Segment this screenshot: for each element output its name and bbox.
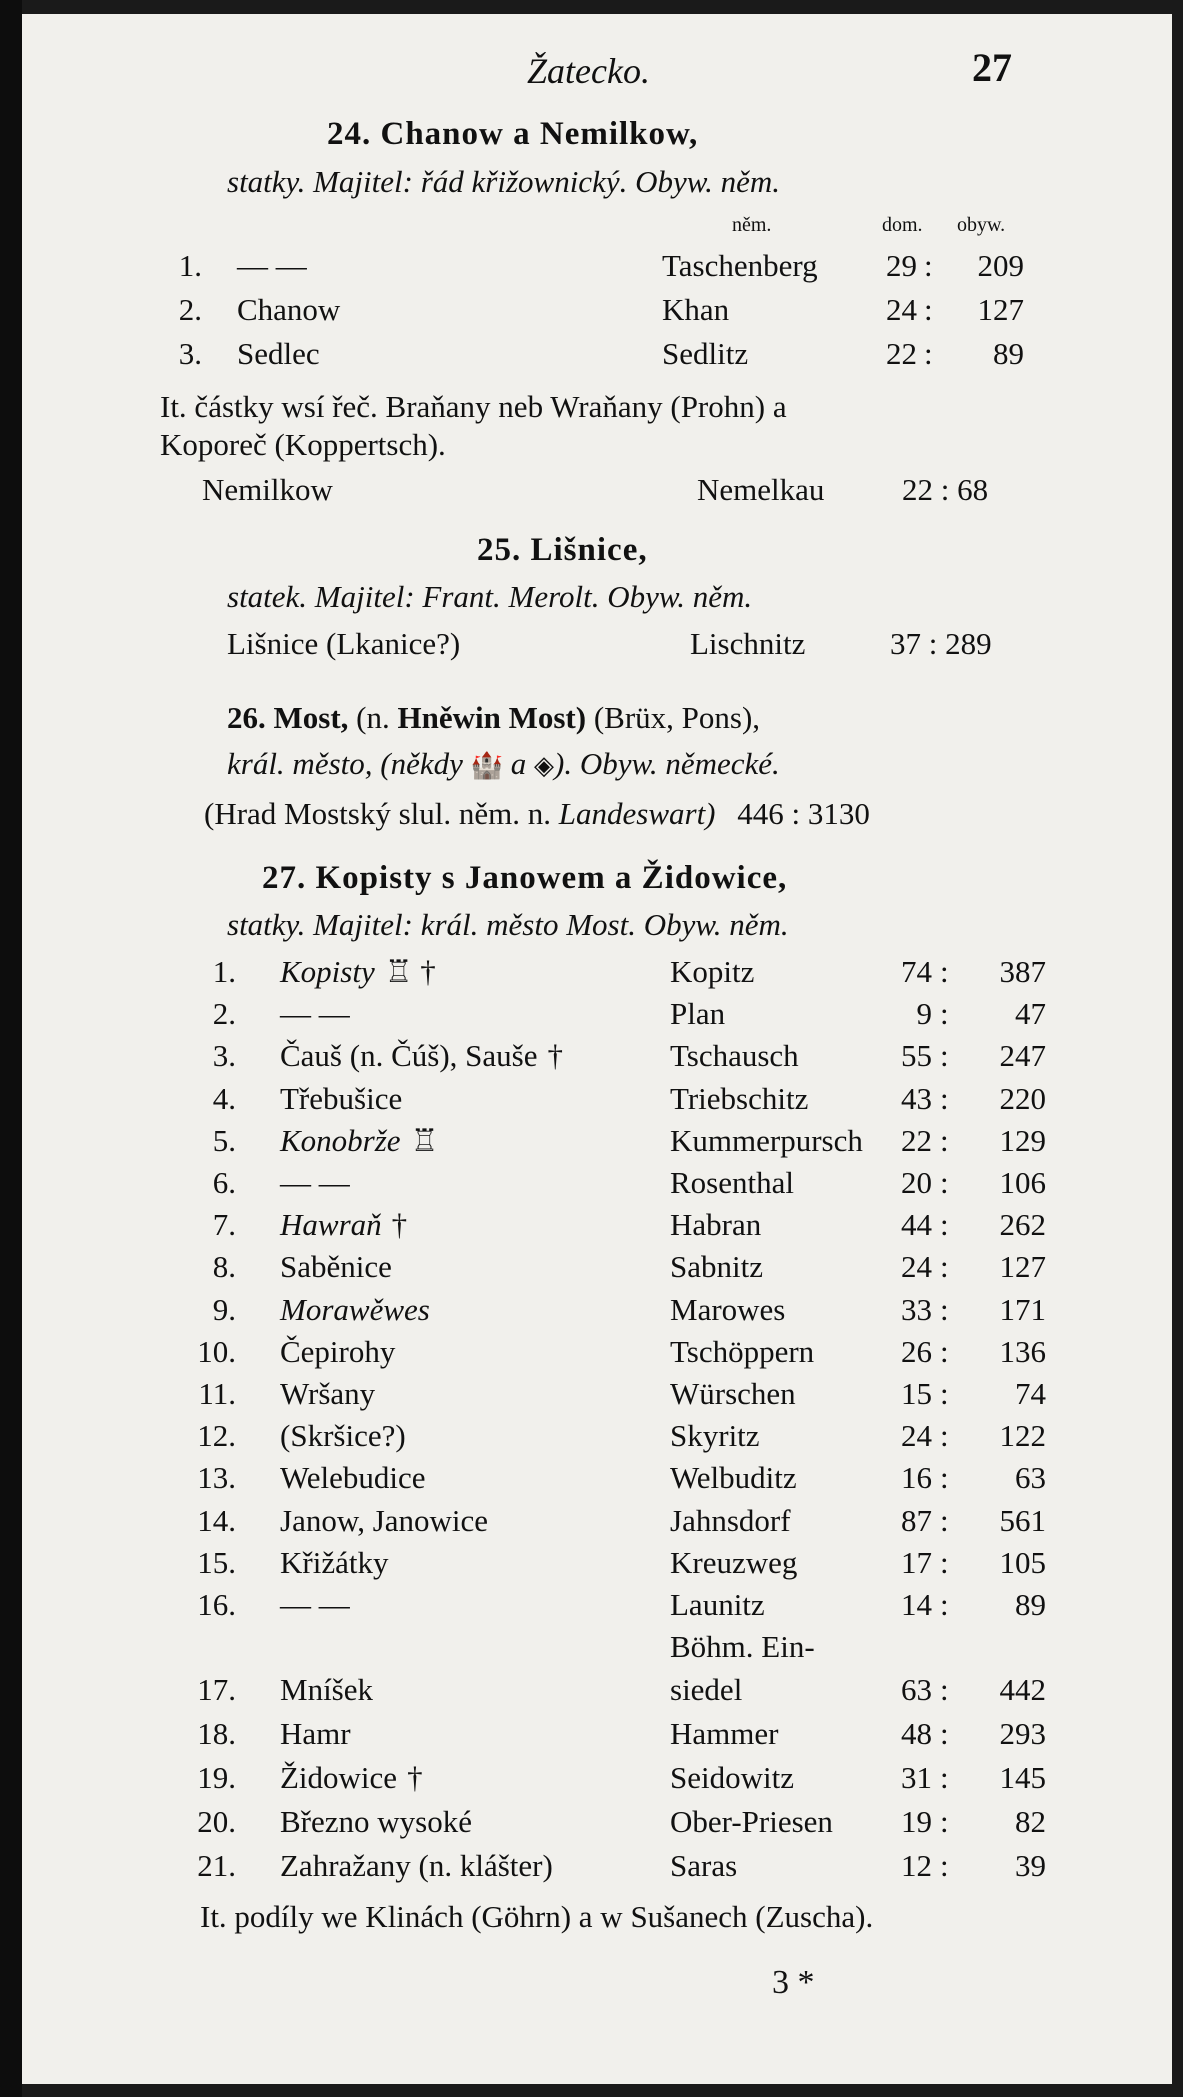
house-count: 9 bbox=[916, 996, 932, 1032]
german-name: Marowes bbox=[670, 1291, 786, 1327]
czech-name-text: Mníšek bbox=[280, 1672, 373, 1707]
inhabitant-count: 145 bbox=[999, 1760, 1046, 1795]
section-24-extra-german: Nemelkau bbox=[697, 472, 825, 507]
czech-name-text: Třebušice bbox=[280, 1080, 403, 1116]
separator: : bbox=[940, 1165, 949, 1200]
section-27-row bbox=[22, 1038, 1172, 1078]
separator: : bbox=[940, 1502, 949, 1538]
house-count: 33 bbox=[901, 1291, 932, 1327]
house-count: 24 bbox=[886, 292, 917, 327]
inhabitant-count: 561 bbox=[999, 1502, 1046, 1538]
czech-name bbox=[280, 1503, 488, 1539]
row-number: 1. bbox=[212, 954, 236, 989]
house-count: 24 bbox=[901, 1249, 932, 1285]
house-count: 31 bbox=[901, 1760, 932, 1795]
czech-name bbox=[280, 1376, 375, 1412]
house-count: 22 bbox=[901, 1122, 932, 1158]
inhabitant-count: 63 bbox=[1015, 1460, 1046, 1496]
german-name: Würschen bbox=[670, 1376, 796, 1411]
czech-name bbox=[280, 1081, 402, 1117]
czech-name-text: (Skršice?) bbox=[280, 1418, 406, 1454]
section-25-row-czech: Lišnice (Lkanice?) bbox=[227, 626, 461, 661]
czech-name bbox=[280, 996, 350, 1032]
inhabitant-count: 47 bbox=[1015, 996, 1046, 1032]
german-name: Plan bbox=[670, 996, 726, 1032]
mint-icon: ◈ bbox=[534, 751, 554, 780]
german-name: Rosenthal bbox=[670, 1165, 794, 1200]
house-count: 63 bbox=[901, 1672, 932, 1707]
house-count: 43 bbox=[901, 1080, 932, 1116]
separator: : bbox=[940, 1716, 949, 1751]
house-count: 26 bbox=[901, 1333, 932, 1369]
german-name: Sabnitz bbox=[670, 1249, 763, 1285]
section-26-heading-latin: (Brüx, Pons), bbox=[593, 700, 761, 735]
running-head bbox=[22, 44, 1172, 104]
german-name: Triebschitz bbox=[670, 1080, 809, 1116]
inhabitant-count: 262 bbox=[999, 1207, 1046, 1243]
separator: : bbox=[940, 996, 949, 1032]
row-number: 19. bbox=[197, 1760, 236, 1795]
separator: : bbox=[924, 336, 933, 371]
inhabitant-count: 129 bbox=[999, 1122, 1046, 1158]
separator: : bbox=[940, 1080, 949, 1116]
signature-mark: 3 * bbox=[772, 1964, 815, 2001]
running-head-title: Žatecko. bbox=[527, 51, 650, 91]
section-26-sub-part-3: ). Obyw. německé. bbox=[554, 746, 780, 781]
czech-name bbox=[280, 1545, 388, 1581]
section-26-subheading bbox=[227, 746, 780, 782]
house-count: 48 bbox=[901, 1716, 932, 1751]
czech-name-text: — — bbox=[280, 996, 350, 1032]
czech-name-text: Zahražany (n. klášter) bbox=[280, 1848, 553, 1883]
czech-name bbox=[280, 1587, 350, 1623]
row-number: 2. bbox=[178, 292, 202, 327]
czech-name bbox=[280, 1207, 407, 1243]
czech-name bbox=[280, 1460, 426, 1496]
map-symbol-icon: † bbox=[547, 1038, 563, 1074]
czech-name bbox=[280, 1848, 553, 1884]
german-name: Taschenberg bbox=[662, 248, 818, 283]
row-number: 9. bbox=[212, 1291, 236, 1327]
section-27-row bbox=[22, 954, 1172, 994]
row-number: 7. bbox=[212, 1207, 236, 1243]
section-27-row bbox=[22, 1848, 1172, 1888]
czech-name bbox=[280, 1249, 392, 1285]
czech-name bbox=[237, 248, 307, 284]
house-count: 20 bbox=[901, 1165, 932, 1200]
section-27-row bbox=[22, 1292, 1172, 1332]
section-27-row bbox=[22, 1460, 1172, 1500]
czech-name bbox=[280, 1292, 430, 1328]
german-name: Khan bbox=[662, 292, 730, 327]
inhabitant-count: 105 bbox=[999, 1544, 1046, 1580]
separator: : bbox=[940, 1848, 949, 1883]
row-number: 4. bbox=[212, 1080, 236, 1116]
row-number: 11. bbox=[198, 1376, 236, 1411]
section-26-sub-part-1: král. město, (někdy bbox=[227, 746, 463, 781]
section-26-heading-title: 26. Most, bbox=[227, 700, 349, 735]
czech-name-text: Křižátky bbox=[280, 1544, 389, 1580]
inhabitant-count: 106 bbox=[999, 1165, 1046, 1200]
czech-name-text: Konobrže bbox=[280, 1122, 401, 1158]
column-header-houses: dom. bbox=[882, 214, 923, 236]
separator: : bbox=[940, 1418, 949, 1454]
german-name: Sedlitz bbox=[662, 336, 749, 371]
row-number: 21. bbox=[197, 1848, 236, 1883]
separator: : bbox=[940, 1672, 949, 1707]
map-symbol-icon: † bbox=[391, 1207, 408, 1243]
german-name: Tschausch bbox=[670, 1038, 799, 1074]
german-name: Jahnsdorf bbox=[670, 1502, 791, 1538]
german-name: Kopitz bbox=[670, 954, 755, 989]
section-24-note-line-2: Koporeč (Koppertsch). bbox=[160, 427, 446, 462]
row-number: 15. bbox=[197, 1544, 236, 1580]
separator: : bbox=[924, 292, 933, 327]
czech-name-text: — — bbox=[280, 1587, 350, 1622]
house-count: 87 bbox=[901, 1502, 932, 1538]
czech-name-text: Saběnice bbox=[280, 1249, 392, 1285]
row-number: 10. bbox=[197, 1333, 236, 1369]
czech-name-text: — — bbox=[237, 248, 307, 283]
row-number: 1. bbox=[178, 248, 202, 283]
section-26-heading bbox=[227, 700, 760, 736]
separator: : bbox=[940, 1249, 949, 1285]
row-number: 13. bbox=[197, 1460, 236, 1496]
section-24-row bbox=[22, 248, 1172, 288]
separator: : bbox=[940, 1038, 949, 1074]
row-17-german-line-1: Böhm. Ein- bbox=[670, 1629, 815, 1664]
house-count: 22 bbox=[886, 336, 917, 371]
house-count: 14 bbox=[901, 1587, 932, 1622]
czech-name bbox=[280, 1760, 423, 1796]
inhabitant-count: 89 bbox=[993, 336, 1024, 371]
german-name: Seidowitz bbox=[670, 1760, 794, 1795]
section-25-row-german: Lischnitz bbox=[690, 626, 806, 661]
czech-name-text: Čepirohy bbox=[280, 1333, 396, 1369]
section-27-row bbox=[22, 1503, 1172, 1543]
row-number: 17. bbox=[197, 1672, 236, 1707]
czech-name-text: Sedlec bbox=[237, 336, 320, 371]
czech-name bbox=[280, 954, 436, 990]
separator: : bbox=[940, 1207, 949, 1243]
row-number: 2. bbox=[212, 996, 236, 1032]
section-27-row bbox=[22, 1587, 1172, 1627]
separator: : bbox=[940, 1291, 949, 1327]
czech-name-text: Kopisty bbox=[280, 954, 375, 989]
section-24-row bbox=[22, 336, 1172, 376]
inhabitant-count: 387 bbox=[999, 954, 1046, 989]
czech-name-text: Morawěwes bbox=[280, 1291, 430, 1327]
book-spine-shadow bbox=[0, 0, 22, 2097]
inhabitant-count: 442 bbox=[999, 1672, 1046, 1707]
row-number: 16. bbox=[197, 1587, 236, 1622]
separator: : bbox=[940, 954, 949, 989]
section-27-row bbox=[22, 1716, 1172, 1756]
section-24-extra-value: 22 : 68 bbox=[902, 472, 989, 507]
german-name: Habran bbox=[670, 1207, 762, 1243]
section-26-heading-alt: Hněwin Most) bbox=[397, 700, 587, 735]
section-27-note: It. podíly we Klinách (Göhrn) a w Sušanech (Zuscha). bbox=[200, 1899, 874, 1934]
section-26-castle-line bbox=[204, 796, 870, 832]
czech-name bbox=[280, 1038, 563, 1074]
czech-name-text: — — bbox=[280, 1165, 350, 1200]
house-count: 15 bbox=[901, 1376, 932, 1411]
czech-name bbox=[237, 292, 340, 328]
czech-name bbox=[237, 336, 320, 372]
separator: : bbox=[940, 1587, 949, 1622]
castle-icon: 🏰 bbox=[470, 751, 503, 780]
czech-name bbox=[280, 1716, 351, 1752]
section-27-row bbox=[22, 1207, 1172, 1247]
czech-name-text: Chanow bbox=[237, 292, 341, 327]
german-name: Ober-Priesen bbox=[670, 1804, 833, 1839]
row-number: 3. bbox=[212, 1038, 236, 1074]
separator: : bbox=[940, 1760, 949, 1795]
inhabitant-count: 171 bbox=[999, 1291, 1046, 1327]
house-count: 44 bbox=[901, 1207, 932, 1243]
section-26-castle-german: Landeswart) bbox=[558, 796, 716, 831]
section-24-heading: 24. Chanow a Nemilkow, bbox=[327, 116, 699, 152]
section-26-heading-prefix: (n. bbox=[356, 700, 390, 735]
house-count: 16 bbox=[901, 1460, 932, 1496]
row-number: 3. bbox=[178, 336, 202, 371]
czech-name-text: Březno wysoké bbox=[280, 1804, 472, 1839]
separator: : bbox=[940, 1544, 949, 1580]
section-27-subheading: statky. Majitel: král. město Most. Obyw. něm. bbox=[227, 907, 789, 942]
inhabitant-count: 136 bbox=[999, 1333, 1046, 1369]
inhabitant-count: 127 bbox=[977, 292, 1024, 327]
section-25-subheading: statek. Majitel: Frant. Merolt. Obyw. něm. bbox=[227, 579, 753, 614]
german-name: Saras bbox=[670, 1848, 738, 1883]
german-name: Kreuzweg bbox=[670, 1544, 798, 1580]
row-number: 14. bbox=[197, 1502, 236, 1538]
map-symbol-icon: ♖ bbox=[410, 1122, 439, 1158]
section-27-row bbox=[22, 1334, 1172, 1374]
inhabitant-count: 74 bbox=[1015, 1376, 1046, 1411]
german-name: siedel bbox=[670, 1672, 743, 1707]
german-name: Hammer bbox=[670, 1716, 779, 1751]
separator: : bbox=[940, 1376, 949, 1411]
czech-name-text: Janow, Janowice bbox=[280, 1502, 489, 1538]
house-count: 29 bbox=[886, 248, 917, 283]
czech-name-text: Židowice bbox=[280, 1760, 398, 1795]
czech-name bbox=[280, 1672, 373, 1708]
separator: : bbox=[940, 1333, 949, 1369]
map-symbol-icon: ♖ † bbox=[384, 954, 436, 989]
inhabitant-count: 89 bbox=[1015, 1587, 1046, 1622]
row-number: 5. bbox=[212, 1122, 236, 1158]
inhabitant-count: 39 bbox=[1015, 1848, 1046, 1883]
section-27-row bbox=[22, 996, 1172, 1036]
map-symbol-icon: † bbox=[407, 1760, 423, 1795]
inhabitant-count: 220 bbox=[999, 1080, 1046, 1116]
book-page bbox=[22, 14, 1172, 2084]
separator: : bbox=[940, 1460, 949, 1496]
row-number: 6. bbox=[212, 1165, 236, 1200]
separator: : bbox=[924, 248, 933, 283]
czech-name bbox=[280, 1123, 438, 1159]
czech-name-text: Čauš (n. Čúš), Sauše bbox=[280, 1038, 538, 1074]
german-name: Kummerpursch bbox=[670, 1122, 863, 1158]
section-26-sub-part-2: a bbox=[510, 746, 527, 781]
page-number: 27 bbox=[972, 45, 1012, 90]
czech-name-text: Wršany bbox=[280, 1376, 376, 1411]
czech-name-text: Hawraň bbox=[280, 1207, 382, 1243]
section-27-heading: 27. Kopisty s Janowem a Židowice, bbox=[262, 860, 788, 896]
inhabitant-count: 122 bbox=[999, 1418, 1046, 1454]
section-27-row bbox=[22, 1418, 1172, 1458]
section-26-castle-value: 446 : 3130 bbox=[737, 796, 870, 831]
section-27-row bbox=[22, 1804, 1172, 1844]
row-number: 18. bbox=[197, 1716, 236, 1751]
german-name: Welbuditz bbox=[670, 1460, 797, 1496]
section-24-extra-czech: Nemilkow bbox=[202, 472, 333, 507]
house-count: 74 bbox=[901, 954, 932, 989]
house-count: 55 bbox=[901, 1038, 932, 1074]
house-count: 17 bbox=[901, 1544, 932, 1580]
row-number: 12. bbox=[197, 1418, 236, 1454]
czech-name-text: Welebudice bbox=[280, 1460, 426, 1496]
german-name: Skyritz bbox=[670, 1418, 760, 1454]
czech-name bbox=[280, 1804, 472, 1840]
house-count: 19 bbox=[901, 1804, 932, 1839]
inhabitant-count: 82 bbox=[1015, 1804, 1046, 1839]
section-27-row bbox=[22, 1081, 1172, 1121]
section-27-row bbox=[22, 1672, 1172, 1712]
separator: : bbox=[940, 1804, 949, 1839]
section-27-row bbox=[22, 1376, 1172, 1416]
section-27-row bbox=[22, 1545, 1172, 1585]
column-header-inhabitants: obyw. bbox=[957, 214, 1006, 236]
czech-name bbox=[280, 1334, 395, 1370]
section-25-heading: 25. Lišnice, bbox=[477, 532, 648, 568]
german-name: Launitz bbox=[670, 1587, 765, 1622]
czech-name-text: Hamr bbox=[280, 1716, 351, 1751]
row-number: 8. bbox=[212, 1249, 236, 1285]
row-number: 20. bbox=[197, 1804, 236, 1839]
section-24-row bbox=[22, 292, 1172, 332]
section-27-row bbox=[22, 1760, 1172, 1800]
czech-name bbox=[280, 1418, 406, 1454]
inhabitant-count: 209 bbox=[977, 248, 1024, 283]
section-24-subheading: statky. Majitel: řád křižownický. Obyw. něm. bbox=[227, 164, 781, 199]
separator: : bbox=[940, 1122, 949, 1158]
section-26-castle-text: (Hrad Mostský slul. něm. n. bbox=[204, 796, 552, 831]
section-27-row bbox=[22, 1165, 1172, 1205]
section-25-row-value: 37 : 289 bbox=[890, 626, 992, 661]
inhabitant-count: 127 bbox=[999, 1249, 1046, 1285]
czech-name bbox=[280, 1165, 350, 1201]
inhabitant-count: 247 bbox=[999, 1038, 1046, 1074]
section-27-row bbox=[22, 1249, 1172, 1289]
section-27-row bbox=[22, 1123, 1172, 1163]
german-name: Tschöppern bbox=[670, 1333, 815, 1369]
inhabitant-count: 293 bbox=[999, 1716, 1046, 1751]
column-header-german: něm. bbox=[732, 214, 772, 236]
section-24-note-line-1: It. částky wsí řeč. Braňany neb Wraňany (Prohn) a bbox=[160, 389, 787, 424]
house-count: 12 bbox=[901, 1848, 932, 1883]
house-count: 24 bbox=[901, 1418, 932, 1454]
